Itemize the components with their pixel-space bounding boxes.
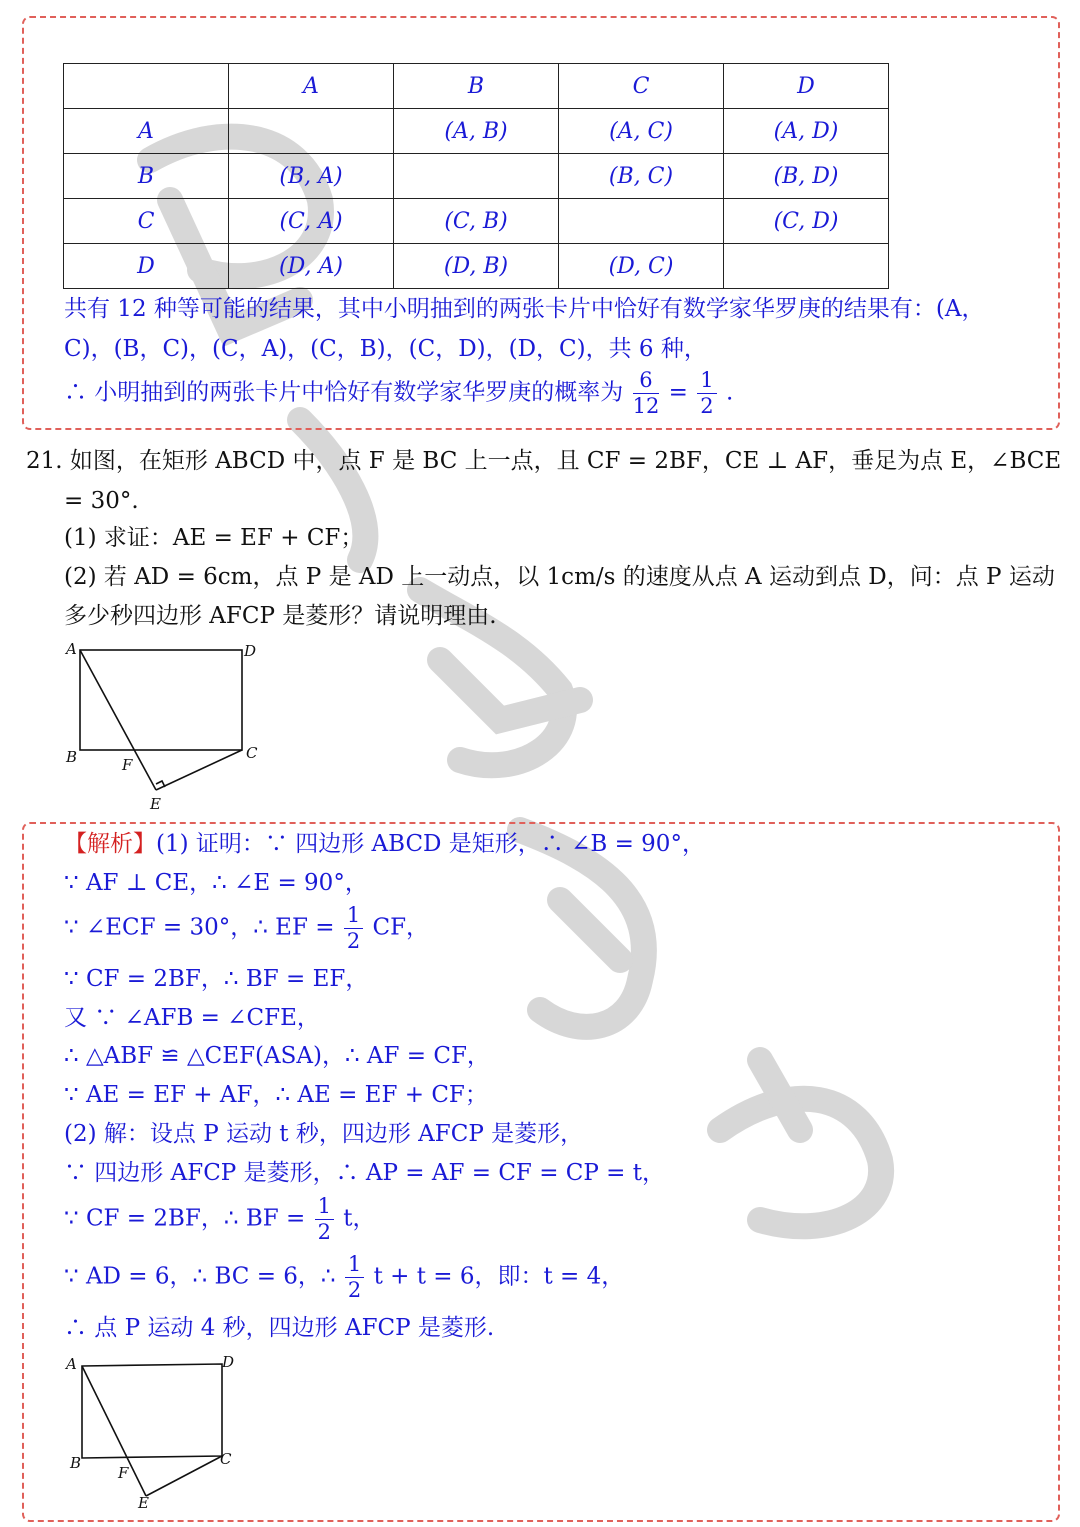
equals-sign: =: [668, 379, 688, 406]
table-cell: [229, 109, 394, 154]
fraction-denominator: 2: [317, 1220, 331, 1244]
rectangle-figure-question: [60, 638, 280, 818]
fraction-numerator: 6: [633, 370, 660, 394]
fraction-denominator: 2: [346, 929, 361, 953]
sol21-line11: [64, 1254, 624, 1301]
table-header-cell: C: [559, 64, 724, 109]
sol21-line8: (2) 解：设点 P 运动 t 秒，四边形 AFCP 是菱形，: [64, 1121, 584, 1147]
fraction-denominator: 12: [632, 394, 660, 418]
table-cell: A: [64, 109, 229, 154]
table-cell: (A, C): [559, 109, 724, 154]
outcome-table: [63, 63, 889, 289]
q21-part1: (1) 求证：AE = EF + CF；: [64, 525, 364, 551]
table-header-row: [64, 64, 889, 109]
label-A: A: [66, 640, 77, 658]
table-cell: (B, C): [559, 154, 724, 199]
table-cell: B: [64, 154, 229, 199]
sol21-line1: [64, 829, 705, 859]
label-F: F: [122, 756, 133, 774]
table-cell: (C, B): [394, 199, 559, 244]
sol21-line3: [64, 905, 429, 952]
sol20-line1: 共有 12 种等可能的结果，其中小明抽到的两张卡片中恰好有数学家华罗庚的结果有：(A，: [64, 296, 985, 322]
sol21-l11-end: t + t = 6，即：t = 4，: [373, 1263, 625, 1290]
label-B: B: [66, 748, 78, 766]
table-cell: (D, B): [394, 244, 559, 289]
q21-line1: 21. 如图，在矩形 ABCD 中，点 F 是 BC 上一点，且 CF = 2BF，CE ⊥ AF，垂足为点 E，∠BCE: [26, 448, 1062, 474]
sol21-line5: 又 ∵ ∠AFB = ∠CFE，: [64, 1005, 320, 1031]
sol21-l3-end: CF，: [372, 914, 430, 941]
sol21-l11-text: ∵ AD = 6，∴ BC = 6，∴: [64, 1263, 336, 1290]
fraction-denominator: 2: [347, 1278, 362, 1302]
label-E: E: [150, 795, 161, 813]
table-cell: D: [64, 244, 229, 289]
table-header-cell: B: [394, 64, 559, 109]
label-C: C: [220, 1450, 232, 1468]
sol21-l3-text: ∵ ∠ECF = 30°，∴ EF =: [64, 914, 335, 941]
table-cell: (C, A): [229, 199, 394, 244]
table-cell: [64, 64, 229, 109]
label-D: D: [244, 642, 257, 660]
period: .: [725, 379, 734, 406]
table-cell: (A, D): [724, 109, 889, 154]
sol21-line7: ∵ AE = EF + AF，∴ AE = EF + CF；: [64, 1082, 488, 1108]
rectangle-figure-solution: [60, 1348, 280, 1518]
table-cell: [724, 244, 889, 289]
sol21-line10: [64, 1196, 376, 1243]
label-A: A: [66, 1355, 77, 1373]
table-cell: (C, D): [724, 199, 889, 244]
sol21-line2: ∵ AF ⊥ CE，∴ ∠E = 90°，: [64, 870, 368, 896]
table-cell: (D, C): [559, 244, 724, 289]
fraction-numerator: 1: [315, 1196, 334, 1220]
table-cell: [559, 199, 724, 244]
label-B: B: [70, 1454, 82, 1472]
sol21-l10-text: ∵ CF = 2BF，∴ BF =: [64, 1205, 306, 1232]
label-C: C: [246, 744, 258, 762]
table-cell: [394, 154, 559, 199]
sol20-line2: C)，(B，C)，(C，A)，(C，B)，(C，D)，(D，C)，共 6 种，: [64, 336, 707, 362]
table-cell: (B, A): [229, 154, 394, 199]
q21-line2: = 30°.: [64, 488, 139, 514]
fraction-numerator: 1: [697, 370, 716, 394]
sol21-l1-text: (1) 证明：∵ 四边形 ABCD 是矩形，∴ ∠B = 90°，: [156, 831, 705, 857]
table-cell: (B, D): [724, 154, 889, 199]
sol20-line3-text: ∴ 小明抽到的两张卡片中恰好有数学家华罗庚的概率为: [64, 379, 624, 406]
table-row: [64, 109, 889, 154]
table-cell: C: [64, 199, 229, 244]
sol21-line4: ∵ CF = 2BF，∴ BF = EF，: [64, 966, 369, 992]
fraction-numerator: 1: [344, 905, 363, 929]
fraction-1-2: [697, 370, 716, 417]
label-F: F: [118, 1464, 129, 1482]
table-cell: (A, B): [394, 109, 559, 154]
table-cell: (D, A): [229, 244, 394, 289]
table-row: [64, 154, 889, 199]
sol21-line12: ∴ 点 P 运动 4 秒，四边形 AFCP 是菱形.: [64, 1315, 495, 1341]
fraction-denominator: 2: [700, 394, 714, 418]
q21-part2-line1: (2) 若 AD = 6cm，点 P 是 AD 上一动点，以 1cm/s 的速度从点 A 运动到点 D，问：点 P 运动: [64, 564, 1055, 590]
fraction-numerator: 1: [345, 1254, 364, 1278]
sol21-l10-end: t，: [343, 1205, 376, 1232]
sol20-line3: [64, 370, 733, 417]
table-header-cell: D: [724, 64, 889, 109]
q21-part2-line2: 多少秒四边形 AFCP 是菱形？请说明理由.: [64, 603, 497, 629]
fraction-6-12: [633, 370, 660, 417]
analysis-tag: 【解析】: [64, 831, 156, 857]
sol21-line9: ∵ 四边形 AFCP 是菱形，∴ AP = AF = CF = CP = t，: [64, 1160, 665, 1186]
fraction-1-2: [315, 1196, 334, 1243]
label-E: E: [138, 1494, 149, 1512]
fraction-1-2: [345, 1254, 364, 1301]
table-header-cell: A: [229, 64, 394, 109]
fraction-1-2: [344, 905, 363, 952]
table-row: [64, 244, 889, 289]
label-D: D: [222, 1353, 235, 1371]
sol21-line6: ∴ △ABF ≌ △CEF(ASA)，∴ AF = CF，: [64, 1043, 490, 1069]
table-row: [64, 199, 889, 244]
